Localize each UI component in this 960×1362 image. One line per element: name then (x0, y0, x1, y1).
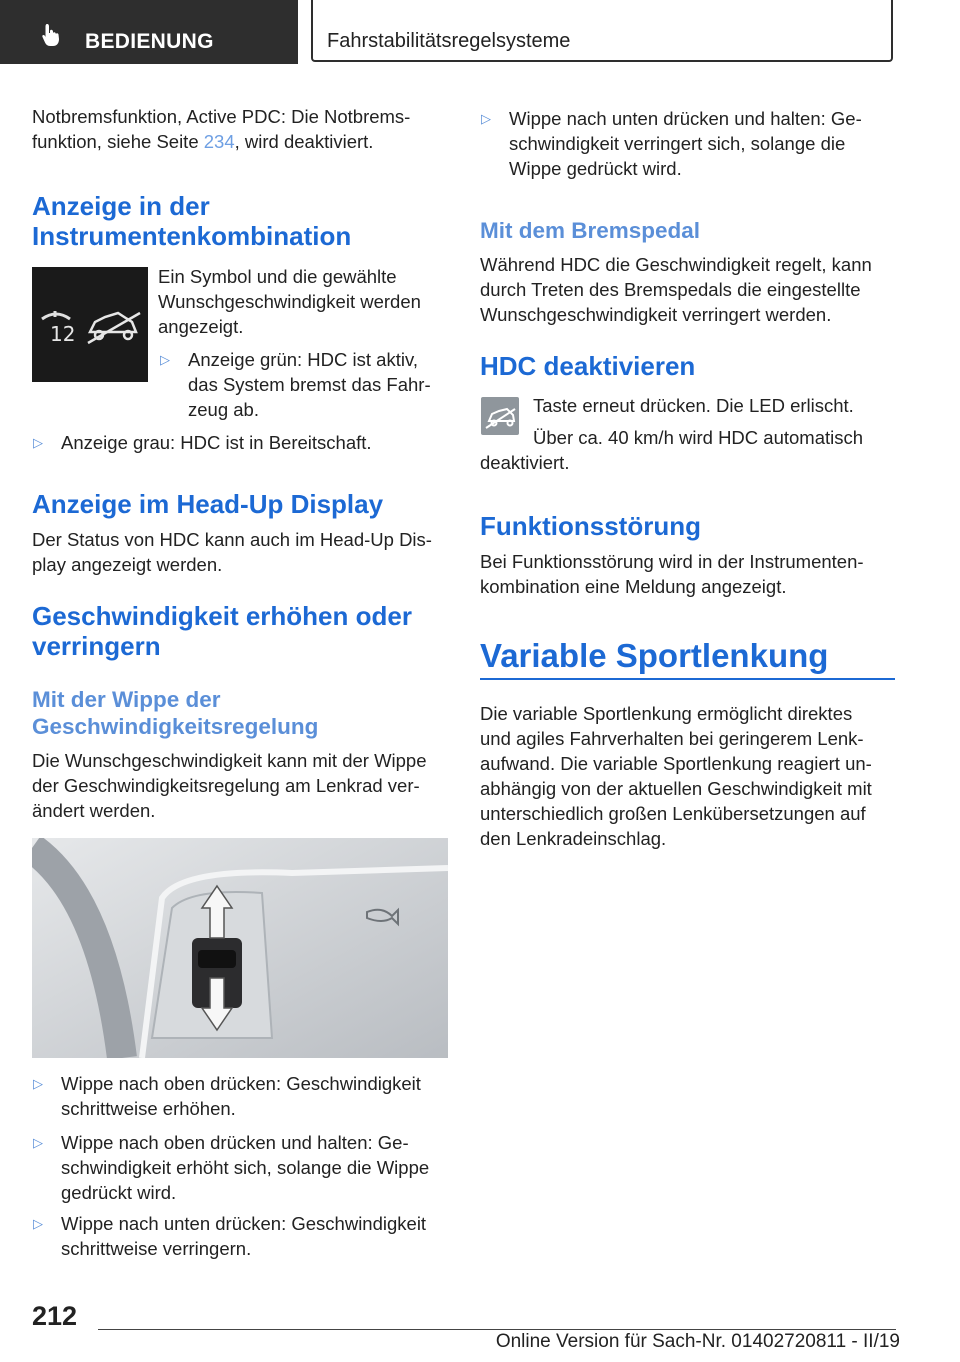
chapter-header (311, 0, 893, 62)
heading-speed-1: Geschwindigkeit erhöhen oder (32, 601, 412, 631)
chapter-title: Fahrstabilitätsregelsysteme (327, 30, 571, 52)
heading-underline (480, 678, 895, 680)
hdc-cluster-symbol-icon (32, 267, 148, 382)
wippe-text-2: der Geschwindigkeitsregelung am Lenkrad ver‐ (32, 775, 420, 796)
cluster-text-3: angezeigt. (158, 316, 244, 337)
bullet-triangle-icon: ▷ (33, 1135, 43, 1150)
heading-bremspedal: Mit dem Bremspedal (480, 218, 701, 243)
heading-speed-2: verringern (32, 631, 161, 661)
intro-text: funktion, siehe Seite (32, 131, 204, 152)
brems-text-1: Während HDC die Geschwindigkeit regelt, kann (480, 254, 872, 275)
list-item-text: schwindigkeit verringert sich, solange die (509, 133, 846, 154)
page-link[interactable]: 234 (203, 131, 235, 152)
cluster-text-1: Ein Symbol und die gewählte (158, 266, 397, 287)
list-item-text: Wippe nach unten drücken und halten: Ge‐ (509, 108, 862, 129)
hand-pointer-icon (38, 22, 64, 48)
stoer-text-1: Bei Funktionsstörung wird in der Instrumenten‐ (480, 551, 864, 572)
hdc-button-icon (481, 397, 519, 435)
hud-text-1: Der Status von HDC kann auch im Head-Up Dis‐ (32, 529, 432, 550)
wippe-text-3: ändert werden. (32, 800, 156, 821)
list-item-text: schrittweise erhöhen. (61, 1098, 236, 1119)
intro-line-2 (32, 129, 373, 154)
heading-deaktivieren: HDC deaktivieren (480, 351, 696, 381)
list-item-text: Wippe nach unten drücken: Geschwindigkeit (61, 1213, 427, 1234)
sport-text-6: den Lenkradeinschlag. (480, 828, 667, 849)
list-item-text: Anzeige grün: HDC ist aktiv, (188, 349, 418, 370)
heading-hud: Anzeige im Head-Up Display (32, 489, 384, 519)
sport-text-1: Die variable Sportlenkung ermöglicht direktes (480, 703, 853, 724)
list-item-text: zeug ab. (188, 399, 259, 420)
heading-cluster-2: Instrumentenkombination (32, 221, 352, 251)
steering-wheel-image (32, 838, 448, 1058)
sport-text-5: unterschiedlich großen Lenkübersetzungen auf (480, 803, 866, 824)
heading-sportlenkung: Variable Sportlenkung (480, 637, 829, 674)
footer-divider (98, 1329, 896, 1330)
sport-text-4: abhängig von der aktuellen Geschwindigkeit mit (480, 778, 872, 799)
brems-text-3: Wunschgeschwindigkeit verringert werden. (480, 304, 832, 325)
bullet-triangle-icon: ▷ (481, 111, 491, 126)
sport-text-3: aufwand. Die variable Sportlenkung reagiert un‐ (480, 753, 872, 774)
bullet-triangle-icon: ▷ (160, 352, 170, 367)
instrument-cluster-image (32, 267, 148, 382)
list-item-text: Anzeige grau: HDC ist in Bereitschaft. (61, 432, 372, 453)
heading-stoerung: Funktionsstörung (480, 511, 701, 541)
online-version-note: Online Version für Sach-Nr. 01402720811 - II/19 (495, 1331, 900, 1352)
list-item-text: das System bremst das Fahr‐ (188, 374, 431, 395)
heading-wippe-1: Mit der Wippe der (32, 687, 221, 712)
list-item-text: Wippe nach oben drücken und halten: Ge‐ (61, 1132, 409, 1153)
hdc-button-image (481, 397, 519, 435)
hud-text-2: play angezeigt werden. (32, 554, 223, 575)
deakt-text-1: Taste erneut drücken. Die LED erlischt. (533, 395, 854, 416)
deakt-text-2: Über ca. 40 km/h wird HDC automatisch (533, 427, 864, 448)
heading-cluster-1: Anzeige in der (32, 191, 210, 221)
sport-text-2: und agiles Fahrverhalten bei geringerem Lenk‐ (480, 728, 864, 749)
wippe-text-1: Die Wunschgeschwindigkeit kann mit der Wippe (32, 750, 427, 771)
stoer-text-2: kombination eine Meldung angezeigt. (480, 576, 787, 597)
heading-wippe-2: Geschwindigkeitsregelung (32, 714, 319, 739)
bullet-triangle-icon: ▷ (33, 435, 43, 450)
list-item-text: Wippe nach oben drücken: Geschwindigkeit (61, 1073, 421, 1094)
list-item-text: schrittweise verringern. (61, 1238, 252, 1259)
intro-text-end: , wird deaktiviert. (234, 131, 374, 152)
cluster-text-2: Wunschgeschwindigkeit werden (158, 291, 421, 312)
deakt-text-3: deaktiviert. (480, 452, 570, 473)
list-item-text: schwindigkeit erhöht sich, solange die Wippe (61, 1157, 430, 1178)
cluster-speed: 12 (50, 322, 76, 346)
section-label: BEDIENUNG (85, 30, 214, 53)
list-item-text: gedrückt wird. (61, 1182, 177, 1203)
page-number: 212 (32, 1301, 78, 1331)
section-tab (0, 0, 298, 64)
bullet-triangle-icon: ▷ (33, 1076, 43, 1091)
bullet-triangle-icon: ▷ (33, 1216, 43, 1231)
intro-line-1: Notbremsfunktion, Active PDC: Die Notbrems‐ (32, 106, 411, 127)
list-item-text: Wippe gedrückt wird. (509, 158, 682, 179)
brems-text-2: durch Treten des Bremspedals die eingestellte (480, 279, 861, 300)
